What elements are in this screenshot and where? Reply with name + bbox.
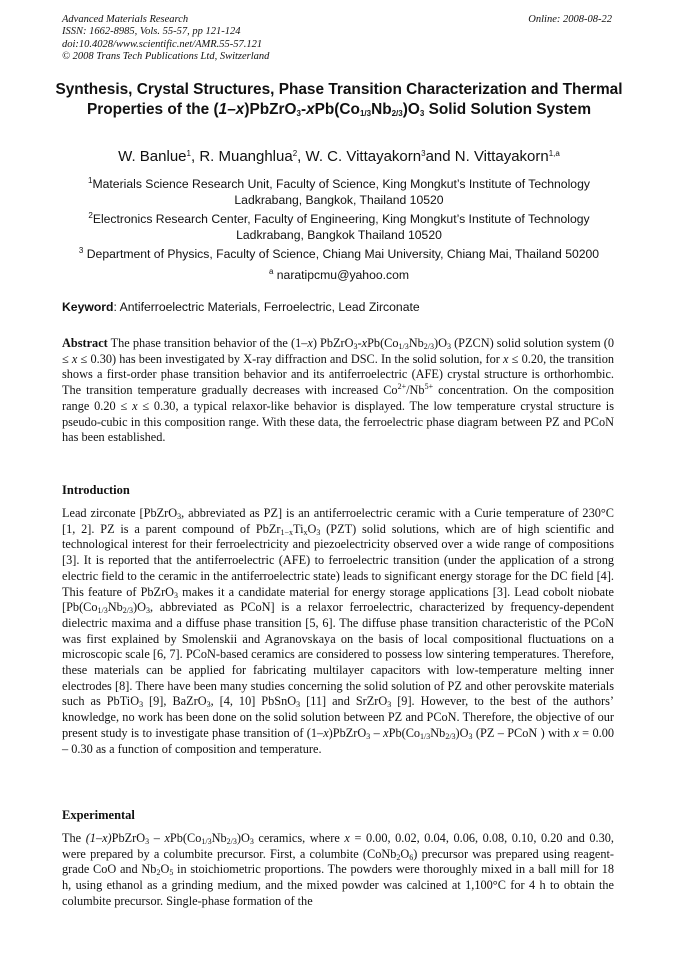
experimental-body: The (1–x)PbZrO$_3$ – $xPb(Co_{1/3}Nb_{2/3})O_3$ ceramics, where x = 0.00, 0.02, 0.04, 0.06, 0.08, 0.10, 0.20 and 0.30, were prepared by a columbite precursor. First, a columbite $(CoNb_2O_6)$ precursor was prepared using reagent-grade CoO and $Nb_2O_5$ in stoichiometric proportions. The powders were thoroughly mixed in a ball mill for 18 h, using ethanol as a grinding medium, and the mixed powder was calcined at 1,100°C for 4 h to obtain the columbite precursor. Single-phase formation of the (62, 831, 615, 908)
experimental-heading: Experimental (62, 808, 135, 822)
author-list: W. Banlue$^1$, R. Muanghlua$^2$, W. C. Vittayakorn$^3$and N. Vittayakorn$^{1,a}$ (118, 148, 560, 165)
doi-line[interactable]: doi:10.4028/www.scientific.net/AMR.55-57.121 (62, 38, 263, 50)
journal-name: Advanced Materials Research (62, 14, 189, 25)
abstract: Abstract The phase transition behavior of the (1–x) $PbZrO_3-xPb(Co_{1/3}Nb_{2/3})O_3$ (PZCN) solid solution system (0 ≤ x ≤ 0.30) has been investigated by X-ray diffraction and DSC. In the solid solution, for x ≤ 0.20, the transition shows a first-order phase transition behavior and its antiferroelectric (AFE) crystal structure is orthorhombic. The transition temperature gradually decreases with increased $Co^{2+}/Nb^{5+}$ concentration. On the composition range 0.20 ≤ x ≤ 0.30, a typical relaxor-like behavior is displayed. The low temperature crystal structure is pseudo-cubic in this composition range. With these data, the ferroelectric phase diagram between PZ and PCoN has been established. (62, 336, 614, 445)
keyword-label: Keyword (62, 300, 114, 314)
copyright-line: © 2008 Trans Tech Publications Ltd, Switzerland (62, 51, 270, 63)
contact-email[interactable]: $^a$ naratipcmu@yahoo.com (268, 267, 410, 282)
keywords: Keyword: Antiferroelectric Materials, Ferroelectric, Lead Zirconate (62, 300, 420, 314)
affiliation-2: $^2$Electronics Research Center, Faculty of Engineering, King Mongkut’s Institute of Technology Ladkrabang, Bangkok Thailand 10520 (88, 211, 590, 243)
issn-line: ISSN: 1662-8985, Vols. 55-57, pp 121-124 (62, 26, 241, 38)
abstract-label: Abstract (62, 336, 108, 350)
online-date: Online: 2008-08-22 (528, 14, 612, 25)
author-name: W. C. Vittayakorn (305, 148, 422, 165)
journal-header (62, 14, 269, 64)
author-name: R. Muanghlua (199, 148, 293, 165)
introduction-heading: Introduction (62, 483, 130, 497)
paper-title: Synthesis, Crystal Structures, Phase Transition Characterization and Thermal Properties of the $(1-x)PbZrO_3-xPb(Co_{1/3}Nb_{2/3})O_3$ Solid Solution System (55, 81, 623, 118)
author-name: N. Vittayakorn (454, 148, 549, 165)
introduction-body: Lead zirconate [PbZrO$_3$, abbreviated as PZ] is an antiferroelectric ceramic with a Curie temperature of 230°C [1, 2]. PZ is a parent compound of $PbZr_{1-x}Ti_xO_3$ (PZT) solid solutions, which are of high scientific and technological interest for their ferroelectricity and piezoelectricity observed over a wide range of compositions [3]. It is reported that the antiferroelectric (AFE) to ferroelectric transition (under the application of a strong electric field to the ceramic in the antiferroelectric state) leads to significant energy storage for the DC field [4]. This feature of PbZrO$_3$ makes it a candidate material for energy storage applications [3]. Lead cobolt niobate [$Pb(Co_{1/3}Nb_{2/3})O_3$, abbreviated as PCoN] is a relaxor ferroelectric, characterized by frequency-dependent dielectric maxima and a diffuse phase transition [5, 6]. The diffuse phase transition characteristic of the PCoN was first explained by Smolenskii and Agranovskaya on the basis of local compositional fluctuations on a microscopic scale [6, 7]. PCoN-based ceramics are considered to possess low sintering temperatures. Therefore, these materials can be applied for fabricating multilayer capacitors with low-temperature melting inner electrodes [8]. There have been many studies concerning the solid solution of PZ and other perovskite materials such as PbTiO$_3$ [9], BaZrO$_3$, [4, 10] PbSnO$_3$ [11] and SrZrO$_3$ [9]. However, to the best of the authors’ knowledge, no work has been done on the solid solution between PZ and PCoN. Therefore, the objective of our present study is to investigate phase transition of (1–x)PbZrO$_3$ – $xPb(Co_{1/3}Nb_{2/3})O_3$ (PZ – PCoN ) with x = 0.00 – 0.30 as a function of composition and temperature. (62, 506, 614, 756)
affiliation-3: $^3$ Department of Physics, Faculty of Science, Chiang Mai University, Chiang Mai, Thailand 50200 (78, 246, 600, 261)
author-name: W. Banlue (118, 148, 187, 165)
affiliation-1: $^1$Materials Science Research Unit, Faculty of Science, King Mongkut’s Institute of Technology Ladkrabang, Bangkok, Thailand 10520 (88, 176, 590, 208)
